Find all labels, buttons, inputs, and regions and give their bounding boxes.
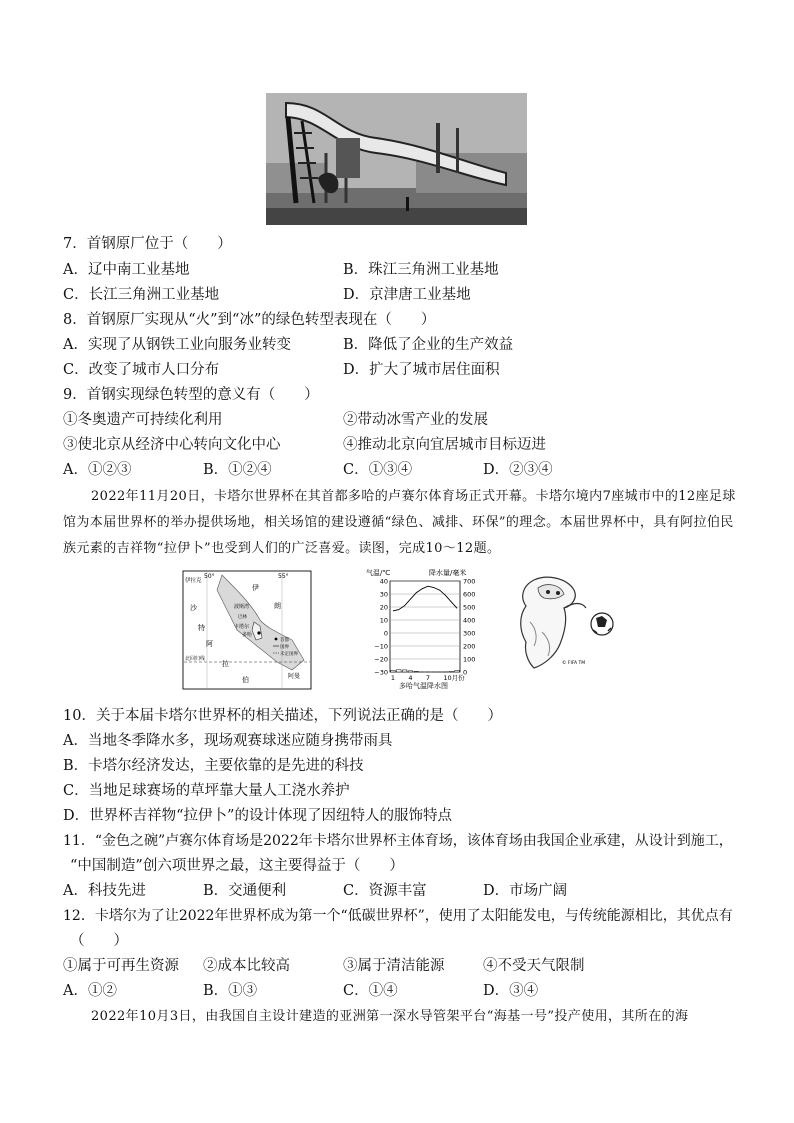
map-label-te: 特 [198, 624, 205, 632]
q12-option-c[interactable]: C．①④ [343, 983, 398, 999]
q9-statement-4: ④推动北京向宜居城市目标迈进 [343, 437, 546, 453]
precip-bar [391, 670, 396, 672]
precip-tick-label: 300 [463, 629, 476, 638]
q7-option-a[interactable]: A．辽中南工业基地 [63, 262, 190, 278]
q12-stem-line2: （ ） [70, 933, 128, 949]
q10-option-b[interactable]: B．卡塔尔经济发达，主要依靠的是先进的科技 [63, 758, 364, 774]
temp-axis-label: 气温/℃ [366, 569, 391, 577]
month-tick-label: 1 [390, 674, 396, 682]
q11-option-b[interactable]: B．交通便利 [203, 883, 287, 899]
q8-stem: 8．首钢原厂实现从“火”到“冰”的绿色转型表现在（ ） [63, 312, 436, 328]
temp-tick-label: 20 [379, 603, 388, 612]
map-legend-undefined-border: 未定国界 [280, 652, 298, 657]
month-tick-label: 7 [425, 674, 431, 682]
q9-option-a[interactable]: A．①②③ [63, 462, 132, 478]
q9-option-c[interactable]: C．①③④ [343, 462, 413, 478]
map-label-sha: 沙 [190, 604, 197, 612]
ski-jump-illustration [266, 93, 527, 225]
month-tick-label: 10月份 [443, 674, 465, 682]
temp-tick-label: 40 [379, 577, 388, 586]
q12-stem-line1: 12．卡塔尔为了让2022年世界杯成为第一个“低碳世界杯”，使用了太阳能发电，与传统能源相比，其优点有 [63, 908, 733, 924]
q11-stem-line2: “中国制造”创六项世界之最，这主要得益于（ ） [70, 858, 404, 874]
map-lon-50: 50° [204, 573, 215, 580]
q12-statement-4: ④不受天气限制 [483, 958, 585, 974]
q9-option-b[interactable]: B．①②④ [203, 462, 272, 478]
precip-tick-label: 500 [463, 603, 476, 612]
precip-bar [396, 670, 401, 672]
map-label-iraq: 伊拉克 [185, 578, 202, 584]
q8-option-c[interactable]: C．改变了城市人口分布 [63, 362, 220, 378]
precip-bar [402, 670, 407, 672]
q11-option-d[interactable]: D．市场广阔 [483, 883, 568, 899]
qatar-map [182, 570, 312, 690]
q9-statement-1: ①冬奥遗产可持续化利用 [63, 412, 223, 428]
q11-option-a[interactable]: A．科技先进 [63, 883, 146, 899]
precip-bar [408, 671, 413, 672]
map-label-bo: 伯 [242, 676, 249, 684]
q11-option-c[interactable]: C．资源丰富 [343, 883, 427, 899]
temp-tick-label: 0 [383, 629, 388, 638]
precip-tick-label: 700 [463, 577, 476, 586]
doha-climate-chart [363, 566, 495, 694]
temp-tick-label: −10 [374, 642, 388, 651]
q9-stem: 9．首钢实现绿色转型的意义有（ ） [63, 387, 319, 403]
map-lon-55: 55° [278, 573, 289, 580]
q12-statement-1: ①属于可再生资源 [63, 958, 179, 974]
map-label-qatar: 卡塔尔 [234, 624, 250, 630]
precip-tick-label: 100 [463, 655, 476, 664]
mascot-caption: © FIFA TM [562, 661, 586, 666]
map-label-bahrain: 巴林 [238, 615, 247, 620]
q8-option-d[interactable]: D．扩大了城市居住面积 [343, 362, 500, 378]
map-label-oman: 阿曼 [288, 673, 301, 680]
map-label-lang: 朗 [274, 602, 281, 610]
q12-statement-2: ②成本比较高 [203, 958, 290, 974]
map-label-persian-gulf: 波斯湾 [234, 604, 250, 610]
precip-tick-label: 400 [463, 616, 476, 625]
map-label-la: 拉 [222, 660, 229, 668]
q8-option-a[interactable]: A．实现了从钢铁工业向服务业转变 [63, 337, 291, 353]
map-label-doha: 多哈 [242, 632, 253, 638]
month-tick-label: 4 [408, 674, 413, 682]
q12-option-d[interactable]: D．③④ [483, 983, 539, 999]
q12-option-b[interactable]: B．①③ [203, 983, 258, 999]
precip-tick-label: 200 [463, 642, 476, 651]
q10-option-d[interactable]: D．世界杯吉祥物“拉伊卜”的设计体现了因纽特人的服饰特点 [63, 808, 452, 824]
precip-bar [414, 671, 419, 672]
passage-qatar-world-cup: 2022年11月20日，卡塔尔世界杯在其首都多哈的卢赛尔体育场正式开幕。卡塔尔境内7座城市中的12座足球馆为本届世界杯的举办提供场地，相关场馆的建设遵循“绿色、减排、环保”的理念。本届世界杯中，具有阿拉伯民族元素的吉祥物“拉伊卜”也受到人们的广泛喜爱。读图，完成10～12题。 [63, 489, 736, 556]
map-legend-border: 国界 [280, 645, 289, 650]
temp-tick-label: −30 [374, 668, 388, 677]
q9-option-d[interactable]: D．②③④ [483, 462, 553, 478]
q10-stem: 10．关于本届卡塔尔世界杯的相关描述，下列说法正确的是（ ） [63, 708, 502, 724]
q10-option-c[interactable]: C．当地足球赛场的草坪靠大量人工浇水养护 [63, 783, 350, 799]
q12-statement-3: ③属于清洁能源 [343, 958, 445, 974]
passage-haiji-platform: 2022年10月3日，由我国自主设计建造的亚洲第一深水导管架平台“海基一号”投产使用，其所在的海 [91, 1009, 689, 1024]
temp-tick-label: −20 [374, 655, 388, 664]
chart-frame [390, 581, 460, 672]
climate-chart-title: 多哈气温降水图 [399, 682, 448, 690]
map-label-a: 阿 [206, 640, 213, 648]
q7-stem: 7．首钢原厂位于（ ） [63, 236, 232, 252]
q9-statement-3: ③使北京从经济中心转向文化中心 [63, 437, 281, 453]
mascot-laeeb [512, 572, 620, 674]
map-label-yi: 伊 [252, 584, 259, 592]
precip-tick-label: 600 [463, 590, 476, 599]
precip-bar [455, 670, 460, 672]
map-label-tropic: 北回归线 [185, 656, 206, 662]
q9-statement-2: ②带动冰雪产业的发展 [343, 412, 488, 428]
precip-axis-label: 降水量/毫米 [429, 569, 467, 577]
temp-tick-label: 30 [379, 590, 388, 599]
q7-option-d[interactable]: D．京津唐工业基地 [343, 287, 471, 303]
map-legend-capital: 首都 [280, 638, 289, 643]
q10-option-a[interactable]: A．当地冬季降水多，现场观赛球迷应随身携带雨具 [63, 733, 393, 749]
q8-option-b[interactable]: B．降低了企业的生产效益 [343, 337, 514, 353]
ski-jump-photo [266, 93, 527, 225]
precip-tick-label: 0 [463, 668, 468, 677]
q7-option-b[interactable]: B．珠江三角洲工业基地 [343, 262, 499, 278]
temp-tick-label: 10 [379, 616, 388, 625]
q7-option-c[interactable]: C．长江三角洲工业基地 [63, 287, 220, 303]
q12-option-a[interactable]: A．①② [63, 983, 117, 999]
q11-stem-line1: 11．“金色之碗”卢赛尔体育场是2022年卡塔尔世界杯主体育场，该体育场由我国企业承建，从设计到施工， [63, 833, 733, 849]
